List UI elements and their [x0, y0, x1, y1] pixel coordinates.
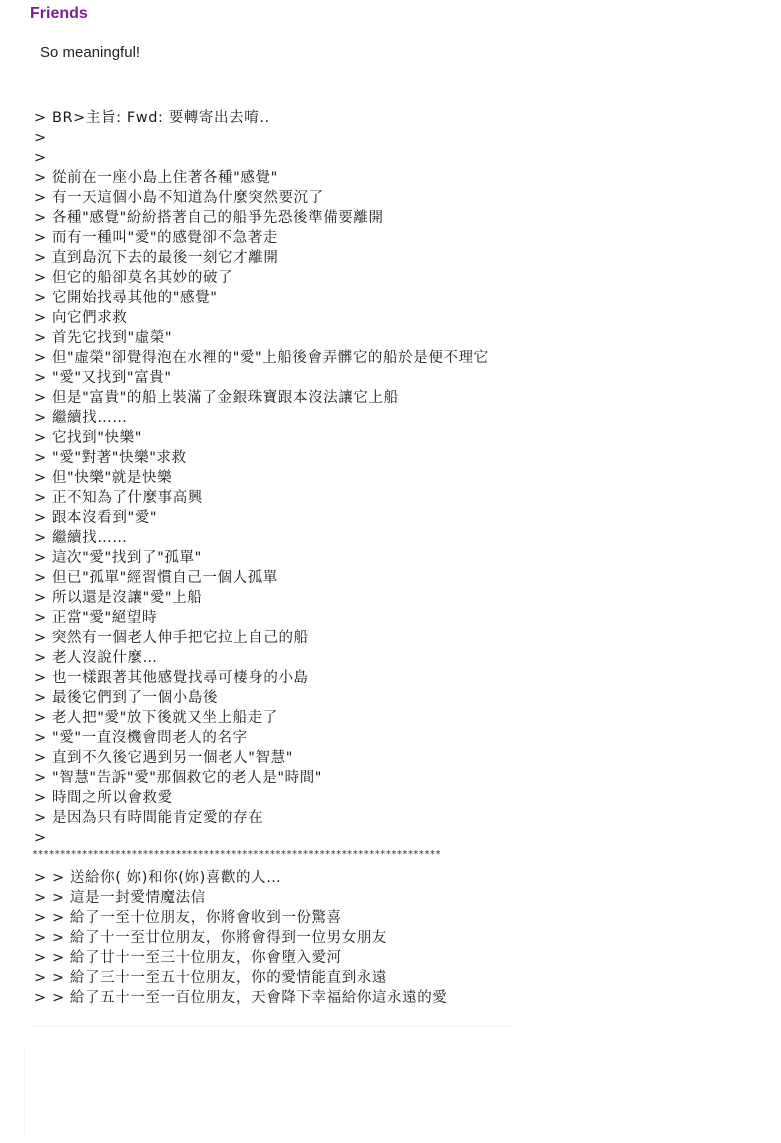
- text-line: > 正不知為了什麼事高興: [34, 490, 203, 506]
- chain-letter-text: [34, 868, 447, 1008]
- text-line: > 也一樣跟著其他感覺找尋可棲身的小島: [34, 670, 309, 686]
- text-line: > 它找到"快樂": [34, 430, 142, 446]
- text-line: > > 送給你( 妳)和你(妳)喜歡的人…: [34, 870, 282, 886]
- text-line: > 從前在一座小島上住著各種"感覺": [34, 170, 278, 186]
- text-line: > 這次"愛"找到了"孤單": [34, 550, 202, 566]
- text-line: >: [34, 150, 47, 166]
- intro-text: So meaningful!: [40, 44, 141, 61]
- text-line: > 所以還是沒讓"愛"上船: [34, 590, 203, 606]
- text-line: > 首先它找到"虛榮": [34, 330, 173, 346]
- text-line: > 直到不久後它遇到另一個老人"智慧": [34, 750, 293, 766]
- text-line: > "智慧"告訴"愛"那個救它的老人是"時間": [34, 770, 323, 786]
- faint-scan-edge: [24, 1048, 26, 1138]
- text-line: > BR>主旨: Fwd: 要轉寄出去唷..: [34, 110, 270, 126]
- text-line: >: [34, 130, 47, 146]
- text-line: > 是因為只有時間能肯定愛的存在: [34, 810, 264, 826]
- text-line: > 但"快樂"就是快樂: [34, 470, 173, 486]
- text-line: > 而有一種叫"愛"的感覺卻不急著走: [34, 230, 278, 246]
- text-line: > 繼續找……: [34, 530, 128, 546]
- faint-scan-line: [34, 1026, 514, 1028]
- text-line: > "愛"對著"快樂"求救: [34, 450, 187, 466]
- text-line: > 老人把"愛"放下後就又坐上船走了: [34, 710, 278, 726]
- text-line: > 但是"富貴"的船上裝滿了金銀珠寶跟本沒法讓它上船: [34, 390, 399, 406]
- text-line: > 但"虛榮"卻覺得泡在水裡的"愛"上船後會弄髒它的船於是便不理它: [34, 350, 489, 366]
- text-line: > 但它的船卻莫名其妙的破了: [34, 270, 234, 286]
- text-line: > 各種"感覺"紛紛搭著自己的船爭先恐後準備要離開: [34, 210, 384, 226]
- text-line: > 向它們求救: [34, 310, 128, 326]
- text-line: > 但已"孤單"經習慣自己一個人孤單: [34, 570, 278, 586]
- text-line: > "愛"又找到"富貴": [34, 370, 172, 386]
- page-title: Friends: [30, 5, 88, 22]
- text-line: > 時間之所以會救愛: [34, 790, 173, 806]
- text-line: > > 這是一封愛情魔法信: [34, 890, 206, 906]
- text-line: > 繼續找……: [34, 410, 128, 426]
- text-line: > 它開始找尋其他的"感覺": [34, 290, 218, 306]
- text-line: > > 給了五十一至一百位朋友，天會降下幸福給你這永遠的愛: [34, 990, 448, 1006]
- text-line: > 直到島沉下去的最後一刻它才離開: [34, 250, 279, 266]
- text-line: > 跟本沒看到"愛": [34, 510, 158, 526]
- text-line: > > 給了一至十位朋友，你將會收到一份驚喜: [34, 910, 342, 926]
- text-line: > 有一天這個小島不知道為什麼突然要沉了: [34, 190, 324, 206]
- text-line: >: [34, 830, 47, 846]
- text-line: > 老人沒說什麼…: [34, 650, 158, 666]
- text-line: > 突然有一個老人伸手把它拉上自己的船: [34, 630, 309, 646]
- text-line: > > 給了三十一至五十位朋友，你的愛情能直到永遠: [34, 970, 388, 986]
- text-line: > "愛"一直沒機會問老人的名字: [34, 730, 248, 746]
- text-line: > > 給了廿十一至三十位朋友，你會墮入愛河: [34, 950, 342, 966]
- text-line: > > 給了十一至廿位朋友，你將會得到一位男女朋友: [34, 930, 388, 946]
- text-line: > 最後它們到了一個小島後: [34, 690, 219, 706]
- asterisk-divider: **************************************************************************: [32, 849, 441, 860]
- text-line: > 正當"愛"絕望時: [34, 610, 158, 626]
- story-text: [34, 108, 489, 848]
